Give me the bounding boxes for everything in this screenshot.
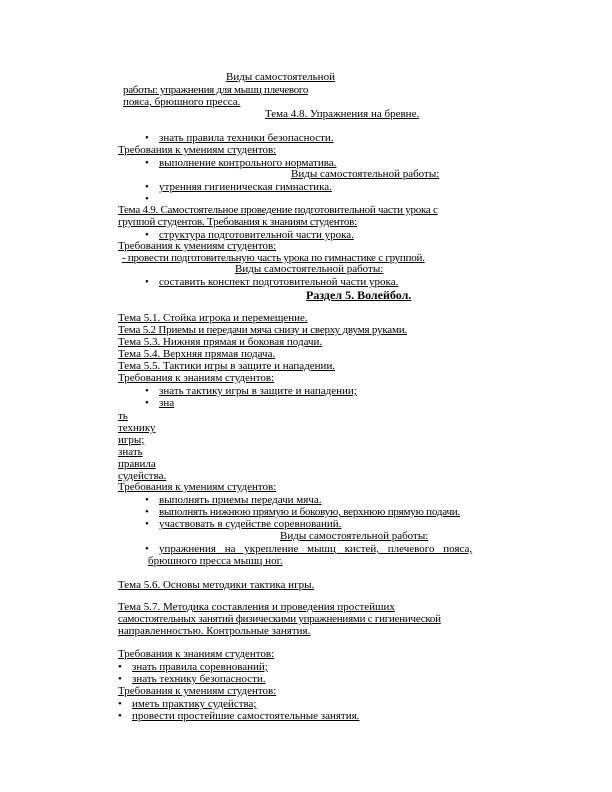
text-line: игры; — [118, 434, 145, 446]
text-line: Требования к умениям студентов: — [118, 240, 277, 252]
text-line: Требования к знаниям студентов: — [118, 648, 275, 660]
text-line: группой студентов. Требования к знаниям студентов: — [118, 216, 358, 228]
list-item: • составить конспект подготовительной части урока. — [145, 276, 398, 288]
text-line: Требования к умениям студентов: — [118, 481, 277, 493]
text-line: Тема 5.5. Тактики игры в защите и нападении. — [118, 360, 336, 372]
list-item: • зна — [145, 397, 174, 409]
list-item: • знать технику безопасности. — [118, 673, 266, 685]
text-line: технику — [118, 422, 156, 434]
text-line: Тема 5.4. Верхняя прямая подача. — [118, 348, 276, 360]
list-item: • знать правила техники безопасности. — [145, 132, 334, 144]
text-line: работы: упражнения для мышц плечевого — [123, 84, 309, 96]
list-item: • утренняя гигиеническая гимнастика. — [145, 181, 332, 193]
text-line: Требования к умениям студентов: — [118, 685, 277, 697]
text-line: Виды самостоятельной работы: — [280, 530, 429, 542]
text-line: самостоятельных занятий физическими упражнениями с гигиенической — [118, 613, 441, 625]
list-item: • знать правила соревнований; — [118, 661, 268, 673]
list-item: • участвовать в судействе соревнований. — [145, 518, 341, 530]
text-line: - провести подготовительную часть урока по гимнастике с группой. — [122, 252, 425, 264]
list-item: • провести простейшие самостоятельные занятия. — [118, 710, 359, 722]
list-item: • знать тактику игры в защите и нападении; — [145, 385, 357, 397]
text-line: Виды самостоятельной работы: — [291, 168, 440, 180]
text-line: Тема 5.6. Основы методики тактика игры. — [118, 579, 315, 591]
text-line: Требования к умениям студентов: — [118, 144, 277, 156]
text-line: Тема 5.7. Методика составления и проведения простейших — [118, 601, 395, 613]
text-line: Тема 5.1. Стойка игрока и перемещение. — [118, 312, 308, 324]
text-line: правила — [118, 458, 156, 470]
list-item: • упражнения на укрепление мышц кистей, плечевого пояса, — [145, 543, 472, 555]
text-line: Тема 5.3. Нижняя прямая и боковая подачи. — [118, 336, 323, 348]
list-item: • структура подготовительной части урока. — [145, 229, 354, 241]
text-line: Виды самостоятельной работы: — [235, 263, 384, 275]
text-line: знать — [118, 446, 143, 458]
text-line: пояса, брюшного пресса. — [123, 96, 241, 108]
text-line: судейства. — [118, 470, 167, 482]
text-line: Требования к знаниям студентов: — [118, 372, 275, 384]
section-heading: Тема 4.8. Упражнения на бревне. — [265, 108, 420, 120]
text-line: направленностью. Контрольные занятия. — [118, 625, 311, 637]
section-title: Раздел 5. Волейбол. — [306, 288, 412, 302]
text-line: ть — [118, 410, 128, 422]
text-line: Тема 5.2 Приемы и передачи мяча снизу и сверху двумя руками. — [118, 324, 407, 336]
text-line: Тема 4.9. Самостоятельное проведение подготовительной части урока с — [118, 204, 438, 216]
list-item: • иметь практику судейства; — [118, 698, 257, 710]
text-line: брюшного пресса мышц ног. — [148, 555, 283, 567]
list-item: • выполнять нижнюю прямую и боковую, верхнюю прямую подачи. — [145, 506, 460, 518]
list-item: • выполнять приемы передачи мяча. — [145, 494, 322, 506]
list-item: • выполнение контрольного норматива. — [145, 157, 336, 169]
text-line: Виды самостоятельной — [226, 71, 335, 83]
